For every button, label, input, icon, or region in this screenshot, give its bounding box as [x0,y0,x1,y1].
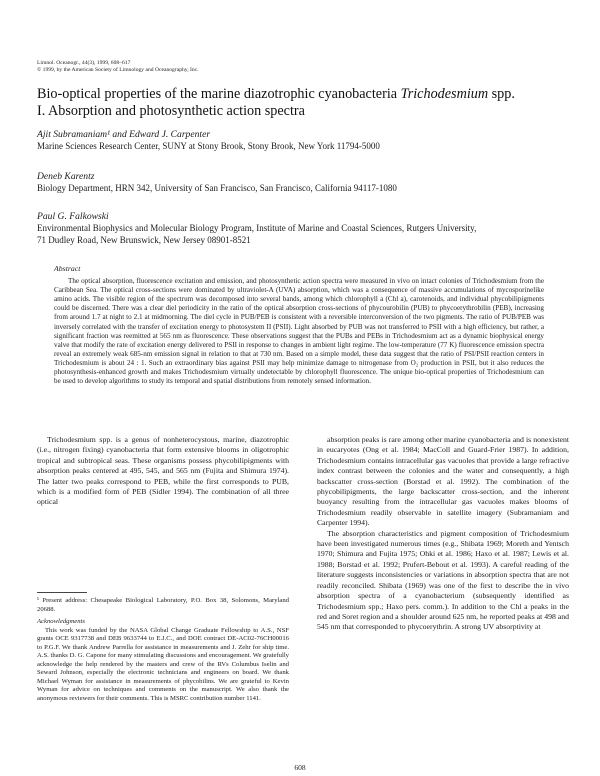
author-affiliation: Biology Department, HRN 342, University of San Francisco, San Francisco, California 94117-1080 [37,183,397,193]
abstract-heading: Abstract [54,264,81,273]
title-genus: Trichodesmium [400,86,489,102]
journal-citation: Limnol. Oceanogr., 44(3), 1999, 608–617 [37,60,131,66]
journal-copyright: © 1999, by the American Society of Limnology and Oceanography, Inc. [37,67,199,74]
author-block-1 [37,129,577,153]
page-number: 608 [294,763,306,772]
journal-header [37,60,199,75]
paper-title [37,86,577,119]
author-affiliation-line2: 71 Dudley Road, New Brunswick, New Jersey 08901-8521 [37,234,251,245]
author-affiliation: Marine Sciences Research Center, SUNY at Stony Brook, Stony Brook, New York 11794-5000 [37,141,380,151]
body-paragraph: absorption peaks is rare among other marine cyanobacteria and is nonexistent in eucaryotes (Ong et al. 1984; MacColl and Guard-Frier 1987). In addition, Trichodesmium contains intracellular gas vacuoles that provide a large refractive index contrast between the colonies and the water and consequently, a high backscatter cross-section (Borstad et al. 1992). The combination of the phycobilipigments, the large backscatter cross-section, and the inherent buoyancy resulting from the intracellular gas vacuoles makes blooms of Trichodesmium readily observable in satellite imagery (Subramaniam and Carpenter 1994). [317,435,569,528]
footnote-present-address: ¹ Present address: Chesapeake Biological Laboratory, P.O. Box 38, Solomons, Maryland 20688. [37,597,289,613]
acknowledgments-heading: Acknowledgments [37,618,85,625]
title-line1-post: spp. [488,86,515,102]
footnote-rule [37,592,87,593]
author-block-2 [37,171,577,195]
body-column-right [317,435,569,633]
author-name: Ajit Subramaniam¹ and Edward J. Carpenter [37,129,211,140]
body-column-left [37,435,289,508]
footnotes [37,597,289,703]
author-name: Paul G. Falkowski [37,211,109,222]
author-name: Deneb Karentz [37,171,95,182]
title-line2: I. Absorption and photosynthetic action spectra [37,102,305,119]
author-block-3 [37,211,577,246]
body-paragraph: The absorption characteristics and pigment composition of Trichodesmium have been investigated numerous times (e.g., Shibata 1969; Moreth and Yentsch 1970; Shimura and Fujita 1975; Ohki et al. 1986; Haxo et al. 1987; Lewis et al. 1988; Borstad et al. 1992; Prufert-Bebout et al. 1993). A careful reading of the literature suggests inconsistencies or variations in absorption spectra that are not readily reconciled. Shibata (1969) was one of the first to describe the in vivo absorption spectra of a cyanobacterium (subsequently identified as Trichodesmium spp.; Haxo pers. comm.). In addition to the Chl a peaks in the red and Soret region and a shoulder around 625 nm, he reported peaks at 498 and 545 nm that corresponded to phycoerythrin. A strong UV absorptivity at [317,528,569,632]
acknowledgments-text: This work was funded by the NASA Global Change Graduate Fellowship to A.S., NSF grants OCE 9317738 and DEB 9633744 to E.J.C., and DOE contract DE-AC02-76CH00016 to P.G.F. We thank Andrew Parrella for assistance in measurements and J. Zehr for ship time. A.S. thanks D. G. Capone for many stimulating discussions and encouragement. We gratefully acknowledge the help rendered by the masters and crew of the RVs Columbus Iselin and Seward Johnson, especially the electronic technicians and engineers on board. We thank Michael Wyman for assistance in measurements of phycobilins. We are grateful to Kevin Wyman for advice on techniques and comments on the manuscript. We also thank the anonymous reviewers for their comments. This is MSRC contribution number 1141. [37,626,289,702]
body-paragraph: Trichodesmium spp. is a genus of nonheterocystous, marine, diazotrophic (i.e., nitrogen fixing) cyanobacteria that form extensive blooms in oligotrophic tropical and subtropical seas. These organisms possess phycobilipigments with absorption peaks centered at 495, 545, and 565 nm (Fujita and Shimura 1974). The latter two peaks correspond to PEB, while the first corresponds to PUB, which is a modified form of PEB (Sidler 1994). The combination of all three optical [37,435,289,507]
title-line1-pre: Bio-optical properties of the marine diazotrophic cyanobacteria [37,86,401,102]
author-affiliation: Environmental Biophysics and Molecular Biology Program, Institute of Marine and Coastal Sciences, Rutgers University, [37,223,477,233]
abstract-text: The optical absorption, fluorescence excitation and emission, and photosynthetic action spectra were measured in vivo on intact colonies of Trichodesmium from the Caribbean Sea. The optical cross-sections were dominated by ultraviolet-A (UVA) absorption, which was a consequence of massive accumulations of mycosporinelike amino acids. The visible region of the spectrum was decomposed into several bands, among which chlorophyll a (Chl a), carotenoids, and individual phycobilipigments could be discerned. There was a clear diel periodicity in the ratio of the optical absorption cross-sections of phycourobilin (PUB) to phycoerythrobilin (PEB), increasing from around 1.7 at night to 2.1 at midmorning. The diel cycle in PUB/PEB is consistent with a reversible interconversion of the two pigments. The ratio of PUB/PEB was inversely correlated with the transfer of excitation energy to photosystem II (PSII). Light absorbed by PUB was not transferred to PSII with a high efficiency, but rather, a significant fraction was reemitted at 565 nm as fluorescence. These observations suggest that the PUBs and PEBs in Trichodesmium act as a dynamic biophysical energy valve that modify the rate of excitation energy delivered to PSII in response to changes in ambient light regime. The low-temperature (77 K) fluorescence emission spectra reveal an extremely weak 685-nm emission signal in relation to that at 730 nm. Based on a simple model, these data suggest that the ratio of PSI/PSII reaction centers in Trichodesmium is about 24 : 1. Such an extraordinary bias against PSII may help minimize damage to nitrogenase from O₂ production in PSII, but it also reduces the photosynthesis-enhanced growth and makes Trichodesmium virtually undetectable by chlorophyll fluorescence. The unique bio-optical properties of Trichodesmium can be used to develop algorithms to study its temporal and spatial distributions from remotely sensed information. [54,277,544,386]
abstract [54,264,544,386]
